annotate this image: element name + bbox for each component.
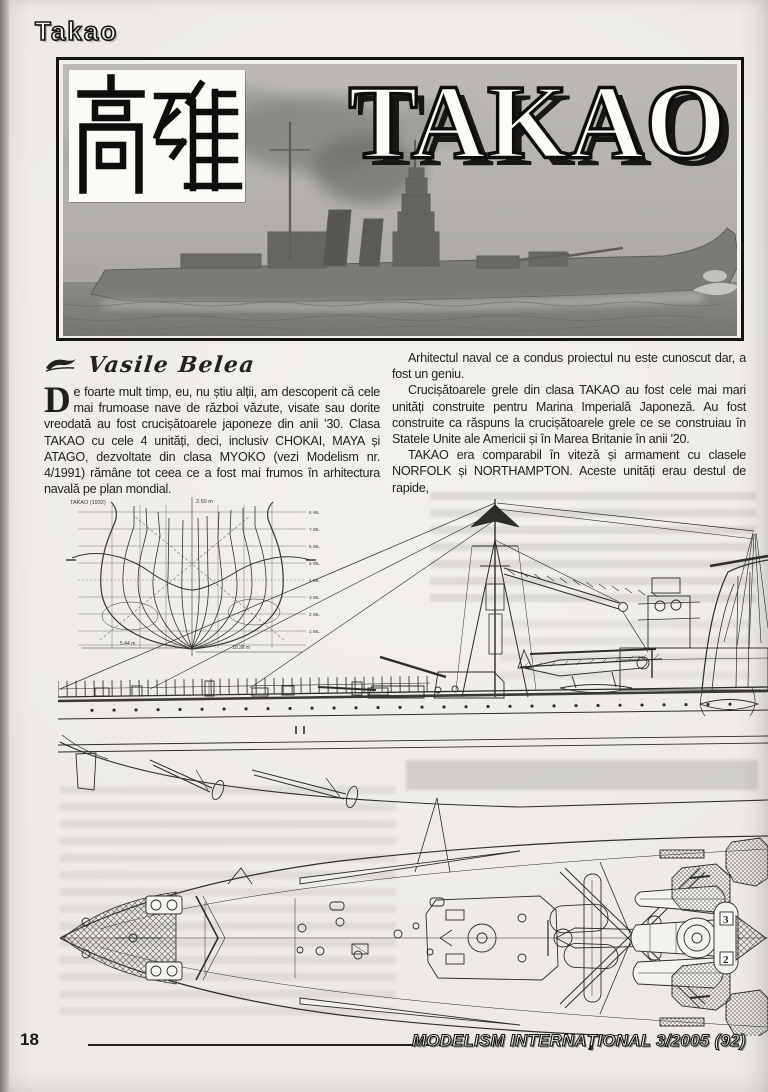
technical-drawings [0, 488, 768, 1036]
floatplane-side [518, 649, 656, 693]
lead-paragraph [44, 380, 380, 497]
profile-drawing [58, 499, 768, 809]
byline [44, 352, 255, 378]
pen-nib-icon [44, 356, 78, 374]
body-plan-drawing [66, 497, 316, 656]
svg-text:2 WL: 2 WL [309, 612, 320, 617]
lead-text: e foarte mult timp, eu, nu știu alții, am descoperit că cele mai frumoase nave de război văzute, visate sau dorite vreodată au fost crucișătoarele japoneze din anii '30. Clasa TAKAO cu cele 4 unități, deci, inclusiv CHOKAI, MAYA și ATAGO, dezvoltate din clasa MYOKO (vezi Modelism nr. 4/1991) rămâne tot ceea ce a fost mai frumos în arhitectura navală pe plan mondial. [44, 385, 380, 497]
svg-text:6 WL: 6 WL [309, 544, 320, 549]
drop-cap: D [44, 380, 71, 421]
page-number: 18 [20, 1030, 39, 1049]
magazine-title: MODELISM INTERNAŢIONAL 3/2005 (92) [412, 1032, 746, 1050]
article-column-right [392, 350, 746, 496]
paragraph: Arhitectul naval ce a condus proiectul nu este cunoscut dar, a fost un geniu. [392, 351, 746, 382]
footer-rule [88, 1044, 456, 1046]
svg-text:3: 3 [723, 914, 729, 926]
svg-text:5.44 m: 5.44 m [120, 641, 136, 647]
plan-view-drawing [60, 798, 768, 1036]
svg-text:4 WL: 4 WL [309, 578, 320, 583]
author-name: Vasile Belea [86, 352, 257, 378]
svg-text:TAKAO (1932): TAKAO (1932) [70, 500, 106, 506]
svg-text:8 WL: 8 WL [309, 510, 320, 515]
page-header-title: Takao [35, 16, 119, 46]
svg-text:5 WL: 5 WL [309, 561, 320, 566]
svg-text:7 WL: 7 WL [309, 527, 320, 532]
svg-text:1 WL: 1 WL [309, 629, 320, 634]
kanji-panel [69, 70, 245, 202]
banner-title-takao: TAKAO [348, 63, 727, 182]
svg-text:2: 2 [723, 954, 729, 966]
svg-text:10.36 m: 10.36 m [232, 645, 251, 651]
article-column-left [44, 380, 380, 497]
paragraph: TAKAO era comparabil în viteză și armament cu clasele NORFOLK și NORTHAMPTON. Aceste unități erau destul de rapide, [392, 448, 746, 495]
kanji-takao-icon [69, 70, 245, 202]
paragraph: Crucișătoarele grele din clasa TAKAO au fost cele mai mari unități construite pentru Marina Imperială Japoneză. Au fost construite ca răspuns la crucișătoarele grele ce se construiau în Statele Unite ale Americii și în Marea Britanie în anii '20. [392, 383, 746, 447]
svg-text:3 WL: 3 WL [309, 595, 320, 600]
svg-text:2.50 m: 2.50 m [196, 499, 213, 505]
title-photo-banner [56, 57, 744, 341]
prop-shafts [150, 760, 360, 809]
